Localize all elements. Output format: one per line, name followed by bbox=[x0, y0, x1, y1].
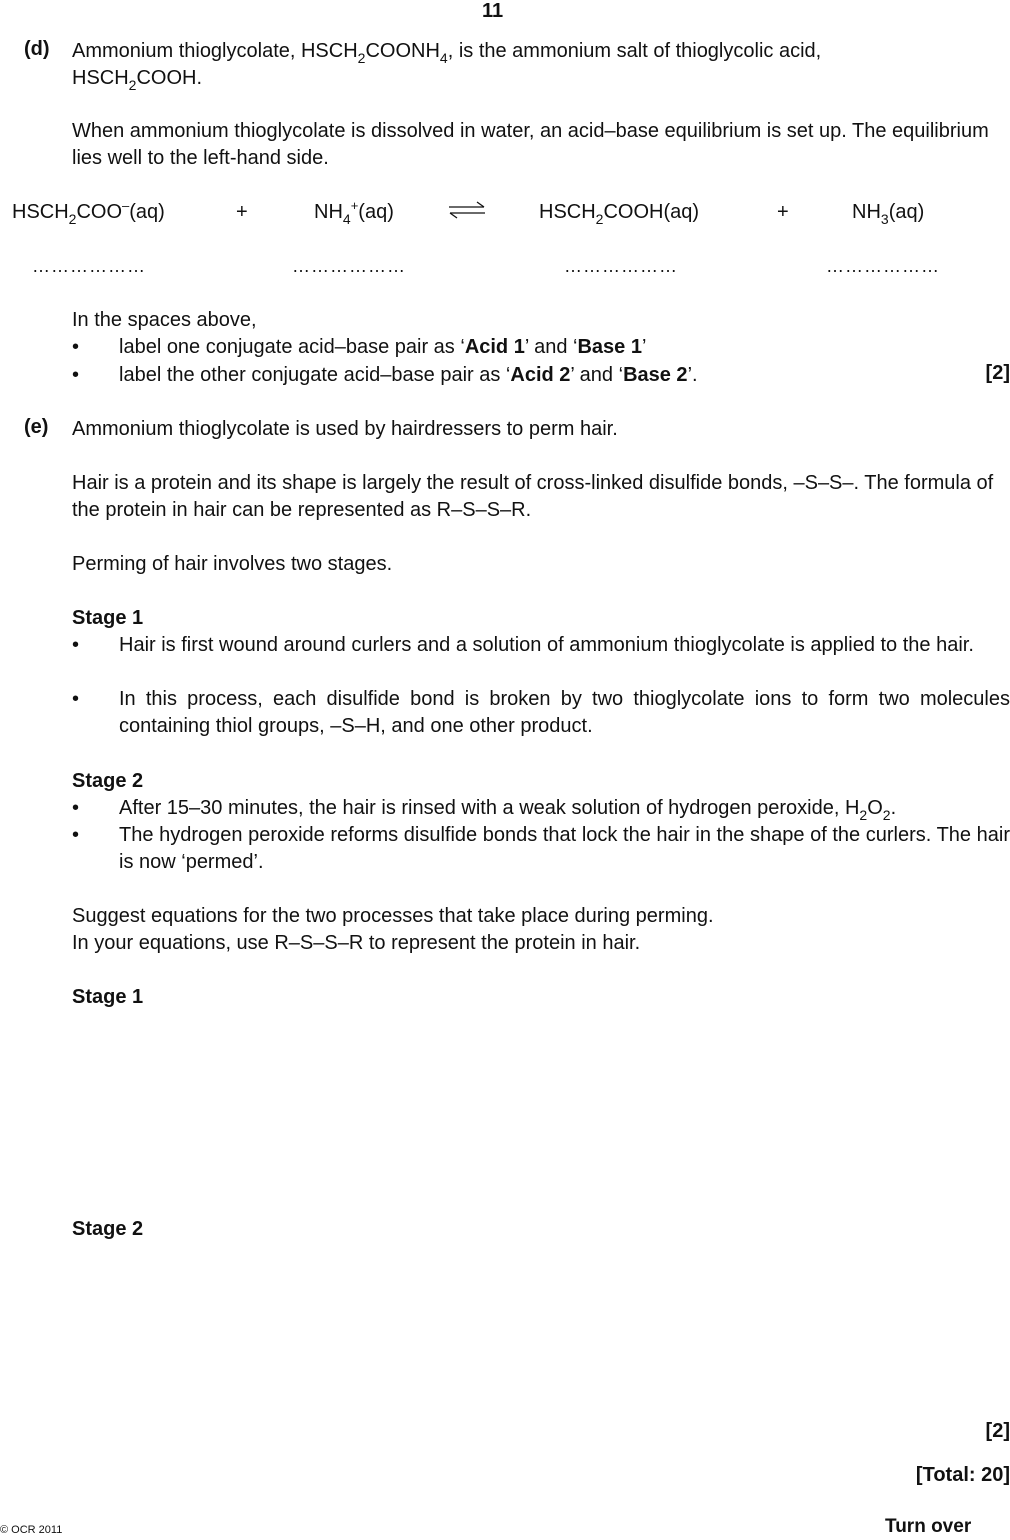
answer-stage1-heading: Stage 1 bbox=[72, 986, 144, 1008]
text-fragment: , is the ammonium salt of thioglycolic acid, bbox=[447, 40, 822, 62]
instruction-intro: In the spaces above, bbox=[72, 309, 257, 331]
text-fragment: COOH. bbox=[136, 67, 203, 89]
subscript: 2 bbox=[357, 50, 366, 66]
superscript: – bbox=[122, 198, 130, 213]
superscript: + bbox=[350, 198, 359, 213]
text-fragment: ’ and ‘ bbox=[570, 364, 624, 386]
bold-term: Acid 2 bbox=[510, 364, 571, 386]
text-fragment: After 15–30 minutes, the hair is rinsed with a weak solution of hydrogen peroxide, H bbox=[119, 797, 860, 819]
text-fragment: ’ bbox=[641, 336, 647, 358]
text-fragment: O bbox=[867, 797, 883, 819]
text-fragment: HSCH bbox=[12, 201, 69, 223]
subscript: 4 bbox=[439, 50, 448, 66]
stage2-answer-area[interactable] bbox=[72, 1248, 1010, 1413]
stage2-heading: Stage 2 bbox=[72, 770, 144, 792]
instruction-bullet-2 bbox=[72, 362, 1010, 389]
bullet-icon: • bbox=[72, 336, 80, 358]
part-d-label: (d) bbox=[24, 38, 50, 60]
equation-species-4 bbox=[852, 201, 925, 227]
bold-term: Base 1 bbox=[577, 336, 642, 358]
part-d-marks: [2] bbox=[985, 362, 1010, 384]
subscript: 2 bbox=[68, 211, 77, 227]
suggest-line-2: In your equations, use R–S–S–R to represent the protein in hair. bbox=[72, 932, 641, 954]
bullet-icon: • bbox=[72, 364, 80, 386]
part-d-intro-line2 bbox=[72, 65, 1010, 93]
text-fragment: . bbox=[890, 797, 897, 819]
part-e-intro: Ammonium thioglycolate is used by hairdressers to perm hair. bbox=[72, 418, 618, 440]
bullet-text: Hair is first wound around curlers and a solution of ammonium thioglycolate is applied to the hair. bbox=[119, 634, 974, 656]
text-fragment: ’ and ‘ bbox=[524, 336, 578, 358]
equation-plus-2: + bbox=[777, 201, 789, 223]
text-fragment: (aq) bbox=[358, 201, 394, 223]
page-number: 11 bbox=[482, 0, 504, 22]
equation-species-2 bbox=[314, 198, 394, 227]
subscript: 2 bbox=[595, 211, 604, 227]
equilibrium-arrow-icon bbox=[448, 200, 486, 220]
turn-over: Turn over bbox=[885, 1516, 972, 1537]
bullet-icon: • bbox=[72, 634, 80, 656]
equation-species-1 bbox=[12, 198, 165, 227]
equilibrium-text: When ammonium thioglycolate is dissolved in water, an acid–base equilibrium is set up. The equilibrium lies well to the left-hand side. bbox=[72, 120, 989, 169]
copyright: © OCR 2011 bbox=[0, 1524, 63, 1536]
bold-term: Acid 1 bbox=[464, 336, 525, 358]
text-fragment: ’. bbox=[687, 364, 698, 386]
answer-line-2[interactable]: ……………… bbox=[292, 256, 406, 276]
hair-text: Hair is a protein and its shape is largely the result of cross-linked disulfide bonds, –S–S–. The formula of the protein in hair can be represented as R–S–S–R. bbox=[72, 472, 994, 521]
text-fragment: COO bbox=[76, 201, 123, 223]
stage1-heading: Stage 1 bbox=[72, 607, 144, 629]
bullet-icon: • bbox=[72, 797, 80, 819]
answer-line-4[interactable]: ……………… bbox=[826, 256, 940, 276]
text-fragment: label the other conjugate acid–base pair as ‘ bbox=[119, 364, 511, 386]
bullet-icon: • bbox=[72, 824, 80, 846]
stage2-bullet-1 bbox=[72, 795, 1010, 823]
subscript: 2 bbox=[859, 807, 868, 823]
text-fragment: NH bbox=[852, 201, 881, 223]
part-d-intro-line1 bbox=[72, 38, 1010, 66]
bold-term: Base 2 bbox=[623, 364, 688, 386]
total-marks: [Total: 20] bbox=[915, 1464, 1010, 1486]
answer-line-3[interactable]: ……………… bbox=[564, 256, 678, 276]
equation-species-3 bbox=[539, 201, 700, 227]
equation-plus-1: + bbox=[236, 201, 248, 223]
text-fragment: HSCH bbox=[539, 201, 596, 223]
subscript: 2 bbox=[128, 77, 137, 93]
text-fragment: (aq) bbox=[888, 201, 925, 223]
bullet-text: The hydrogen peroxide reforms disulfide bonds that lock the hair in the shape of the curlers. The hair is now ‘permed’. bbox=[119, 824, 1010, 873]
text-fragment: HSCH bbox=[72, 67, 129, 89]
stage1-bullet-2 bbox=[72, 686, 1010, 740]
subscript: 4 bbox=[342, 211, 351, 227]
stage1-answer-area[interactable] bbox=[72, 1015, 1010, 1210]
subscript: 3 bbox=[880, 211, 889, 227]
bullet-text: In this process, each disulfide bond is broken by two thioglycolate ions to form two molecules containing thiol groups, –S–H, and one other product. bbox=[119, 688, 1010, 737]
bullet-icon: • bbox=[72, 688, 80, 710]
subscript: 2 bbox=[882, 807, 891, 823]
part-e-marks: [2] bbox=[985, 1420, 1010, 1442]
answer-line-1[interactable]: ……………… bbox=[32, 256, 146, 276]
stage2-bullet-2 bbox=[72, 822, 1010, 876]
text-fragment: NH bbox=[314, 201, 343, 223]
stage1-bullet-1 bbox=[72, 632, 1010, 659]
suggest-line-1: Suggest equations for the two processes that take place during perming. bbox=[72, 905, 714, 927]
text-fragment: Ammonium thioglycolate, HSCH bbox=[72, 40, 358, 62]
instruction-bullet-1 bbox=[72, 334, 1010, 361]
text-fragment: label one conjugate acid–base pair as ‘ bbox=[119, 336, 465, 358]
text-fragment: COONH bbox=[365, 40, 440, 62]
answer-stage2-heading: Stage 2 bbox=[72, 1218, 144, 1240]
text-fragment: COOH(aq) bbox=[603, 201, 700, 223]
perming-text: Perming of hair involves two stages. bbox=[72, 553, 393, 575]
part-e-label: (e) bbox=[24, 416, 49, 438]
text-fragment: (aq) bbox=[129, 201, 165, 223]
